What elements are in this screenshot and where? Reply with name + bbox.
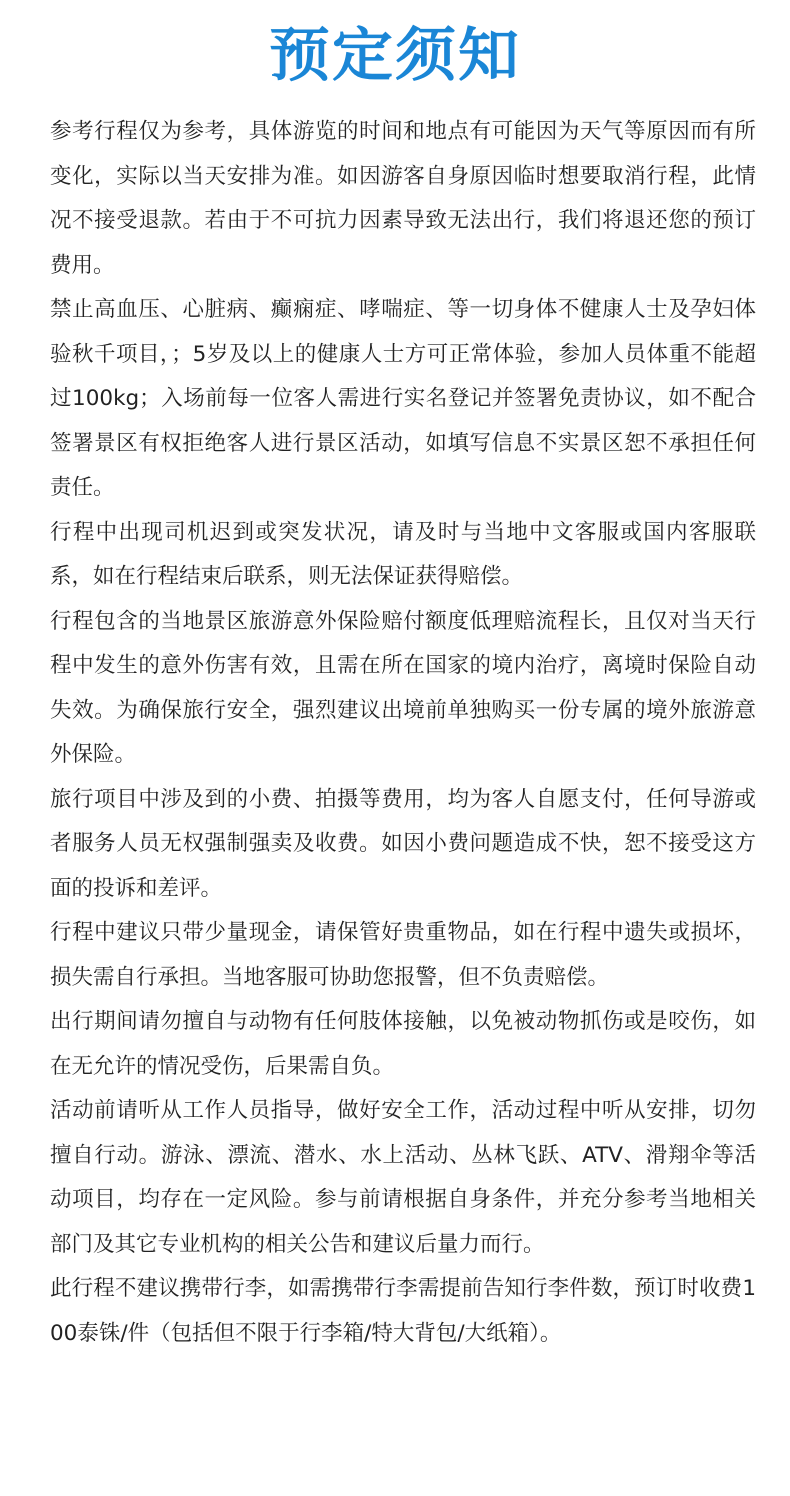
notice-item-6: 行程中建议只带少量现金，请保管好贵重物品，如在行程中遗失或损坏，损失需自行承担。当地客服可协助您报警，但不负责赔偿。 [50, 920, 756, 990]
notice-item-4: 行程包含的当地景区旅游意外保险赔付额度低理赔流程长，且仅对当天行程中发生的意外伤害有效，且需在所在国家的境内治疗，离境时保险自动失效。为确保旅行安全，强烈建议出境前单独购买一份专属的境外旅游意外保险。 [50, 608, 756, 767]
notice-item-5: 旅行项目中涉及到的小费、拍摄等费用，均为客人自愿支付，任何导游或者服务人员无权强制强卖及收费。如因小费问题造成不快，恕不接受这方面的投诉和差评。 [50, 786, 756, 901]
notice-list [50, 110, 756, 1356]
notice-item-9: 此行程不建议携带行李，如需携带行李需提前告知行李件数，预订时收费100泰铢/件（包括但不限于行李箱/特大背包/大纸箱）。 [50, 1276, 756, 1346]
notice-item-3: 行程中出现司机迟到或突发状况，请及时与当地中文客服或国内客服联系，如在行程结束后联系，则无法保证获得赔偿。 [50, 519, 756, 589]
notice-item-8: 活动前请听从工作人员指导，做好安全工作，活动过程中听从安排，切勿擅自行动。游泳、漂流、潜水、水上活动、丛林飞跃、ATV、滑翔伞等活动项目，均存在一定风险。参与前请根据自身条件，并充分参考当地相关部门及其它专业机构的相关公告和建议后量力而行。 [50, 1098, 756, 1257]
page-title: 预定须知 [268, 21, 522, 89]
title-area [0, 22, 790, 88]
notice-item-7: 出行期间请勿擅自与动物有任何肢体接触，以免被动物抓伤或是咬伤，如在无允许的情况受伤，后果需自负。 [50, 1009, 756, 1079]
notice-item-2: 禁止高血压、心脏病、癫痫症、哮喘症、等一切身体不健康人士及孕妇体验秋千项目，；5岁及以上的健康人士方可正常体验，参加人员体重不能超过100kg；入场前每一位客人需进行实名登记并签署免责协议，如不配合签署景区有权拒绝客人进行景区活动，如填写信息不实景区恕不承担任何责任。 [50, 297, 756, 500]
notice-item-1: 参考行程仅为参考，具体游览的时间和地点有可能因为天气等原因而有所变化，实际以当天安排为准。如因游客自身原因临时想要取消行程，此情况不接受退款。若由于不可抗力因素导致无法出行，我们将退还您的预订费用。 [50, 119, 756, 278]
